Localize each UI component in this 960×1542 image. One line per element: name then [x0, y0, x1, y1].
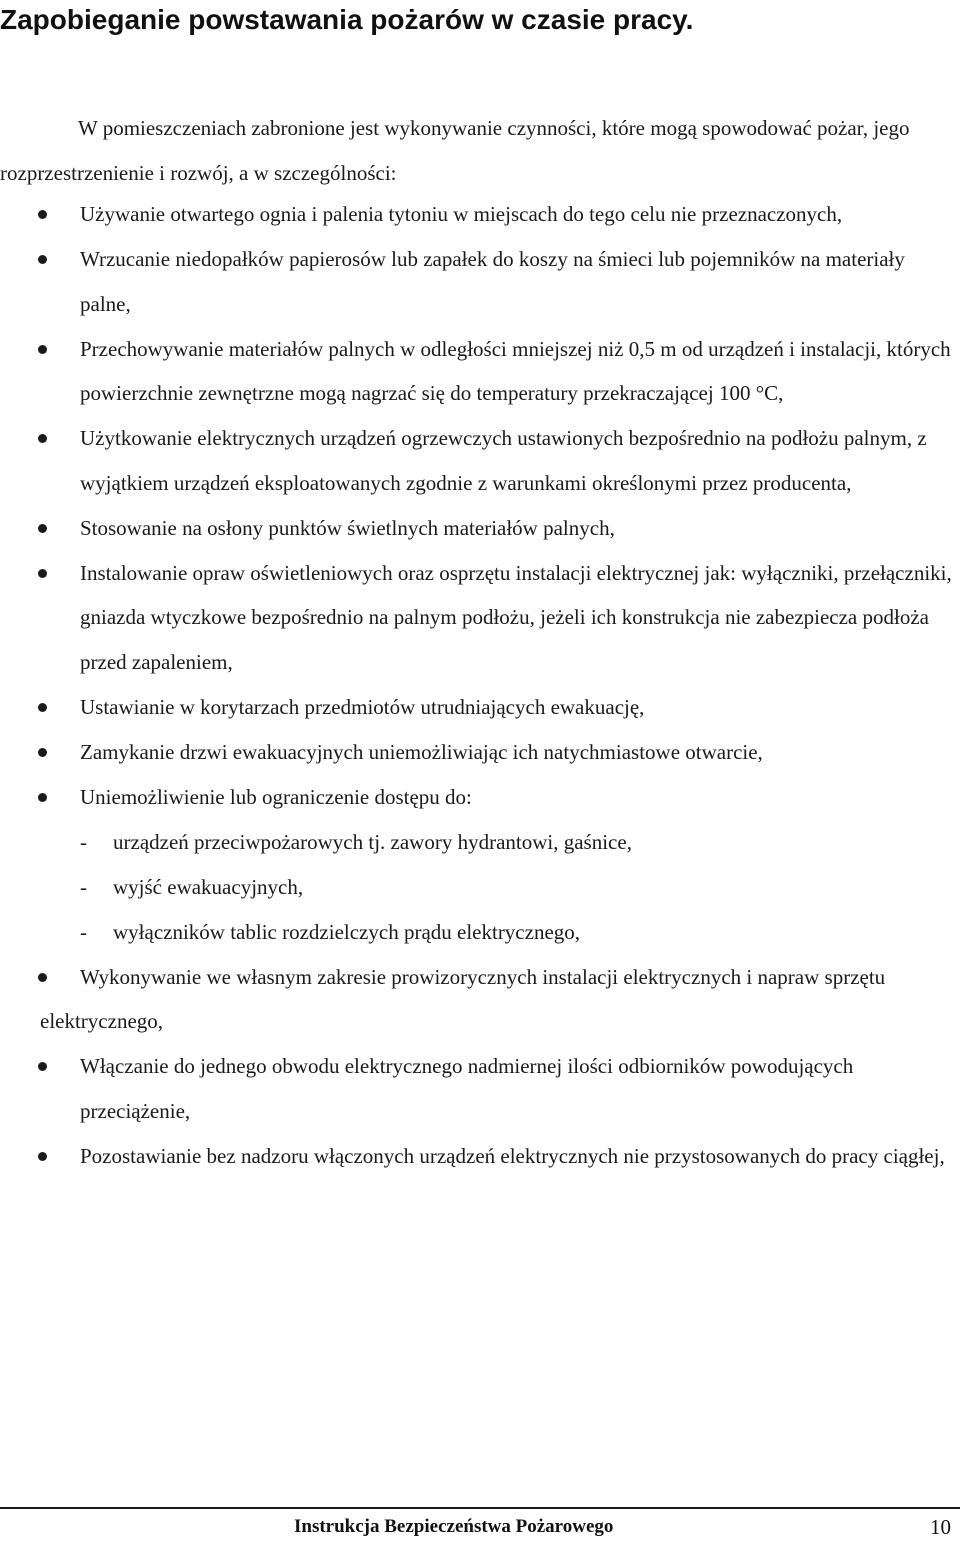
sub-list-item — [0, 820, 960, 865]
list-item — [0, 955, 960, 1044]
intro-paragraph — [0, 106, 956, 195]
list-item — [0, 327, 960, 416]
prohibitions-list — [0, 192, 960, 1179]
dash-marker: - — [80, 874, 87, 899]
dash-marker: - — [80, 829, 87, 854]
list-item-text: Zamykanie drzwi ewakuacyjnych uniemożliwiając ich natychmiastowe otwarcie, — [80, 739, 763, 764]
intro-text: W pomieszczeniach zabronione jest wykonywanie czynności, które mogą spowodować pożar, jego rozprzestrzenienie i rozwój, a w szczególności: — [0, 116, 910, 185]
bullet-icon — [38, 703, 47, 712]
bullet-icon — [38, 345, 47, 354]
footer-title: Instrukcja Bezpieczeństwa Pożarowego — [294, 1516, 614, 1537]
bullet-icon — [38, 973, 47, 982]
bullet-icon — [38, 793, 47, 802]
list-item — [0, 237, 960, 326]
list-item — [0, 1134, 960, 1179]
list-item — [0, 192, 960, 237]
sub-list-item — [0, 865, 960, 910]
list-item — [0, 1044, 960, 1133]
list-item — [0, 775, 960, 820]
bullet-icon — [38, 210, 47, 219]
list-item-text: Przechowywanie materiałów palnych w odległości mniejszej niż 0,5 m od urządzeń i instalacji, których powierzchnie zewnętrzne mogą nagrzać się do temperatury przekraczającej 100 °C, — [80, 336, 951, 405]
list-item — [0, 730, 960, 775]
page-number: 10 — [930, 1515, 951, 1539]
page-heading: Zapobieganie powstawania pożarów w czasie pracy. — [0, 4, 694, 35]
list-item-text: Włączanie do jednego obwodu elektrycznego nadmiernej ilości odbiorników powodujących przeciążenie, — [80, 1054, 854, 1123]
list-item-text: Instalowanie opraw oświetleniowych oraz osprzętu instalacji elektrycznej jak: wyłączniki, przełączniki, gniazda wtyczkowe bezpośrednio na palnym podłożu, jeżeli ich konstrukcja nie zabezpiecza podłoża przed zapaleniem, — [80, 560, 952, 674]
dash-marker: - — [80, 919, 87, 944]
bullet-icon — [38, 569, 47, 578]
list-item-text: Uniemożliwienie lub ograniczenie dostępu do: — [80, 784, 472, 809]
list-item — [0, 416, 960, 505]
list-item-text: Wykonywanie we własnym zakresie prowizorycznych instalacji elektrycznych i napraw sprzętu elektrycznego, — [40, 964, 886, 1033]
sub-list-item-text: wyjść ewakuacyjnych, — [113, 874, 304, 899]
bullet-icon — [38, 524, 47, 533]
sub-list-item-text: urządzeń przeciwpożarowych tj. zawory hydrantowi, gaśnice, — [113, 829, 632, 854]
footer-divider — [0, 1507, 960, 1509]
bullet-icon — [38, 1062, 47, 1071]
bullet-icon — [38, 748, 47, 757]
list-item-text: Użytkowanie elektrycznych urządzeń ogrzewczych ustawionych bezpośrednio na podłożu palnym, z wyjątkiem urządzeń eksploatowanych zgodnie z warunkami określonymi przez producenta, — [80, 426, 927, 495]
list-item-text: Wrzucanie niedopałków papierosów lub zapałek do koszy na śmieci lub pojemników na materiały palne, — [80, 247, 905, 316]
list-item — [0, 506, 960, 551]
bullet-icon — [38, 255, 47, 264]
list-item-text: Stosowanie na osłony punktów świetlnych materiałów palnych, — [80, 515, 615, 540]
list-item-text: Używanie otwartego ognia i palenia tytoniu w miejscach do tego celu nie przeznaczonych, — [80, 202, 843, 226]
bullet-icon — [38, 1152, 47, 1161]
list-item-text: Pozostawianie bez nadzoru włączonych urządzeń elektrycznych nie przystosowanych do pracy ciągłej, — [80, 1143, 945, 1168]
list-item — [0, 685, 960, 730]
list-item — [0, 551, 960, 685]
sub-list-item — [0, 910, 960, 955]
bullet-icon — [38, 434, 47, 443]
sub-list-item-text: wyłączników tablic rozdzielczych prądu elektrycznego, — [113, 919, 581, 944]
list-item-text: Ustawianie w korytarzach przedmiotów utrudniających ewakuację, — [80, 694, 645, 719]
